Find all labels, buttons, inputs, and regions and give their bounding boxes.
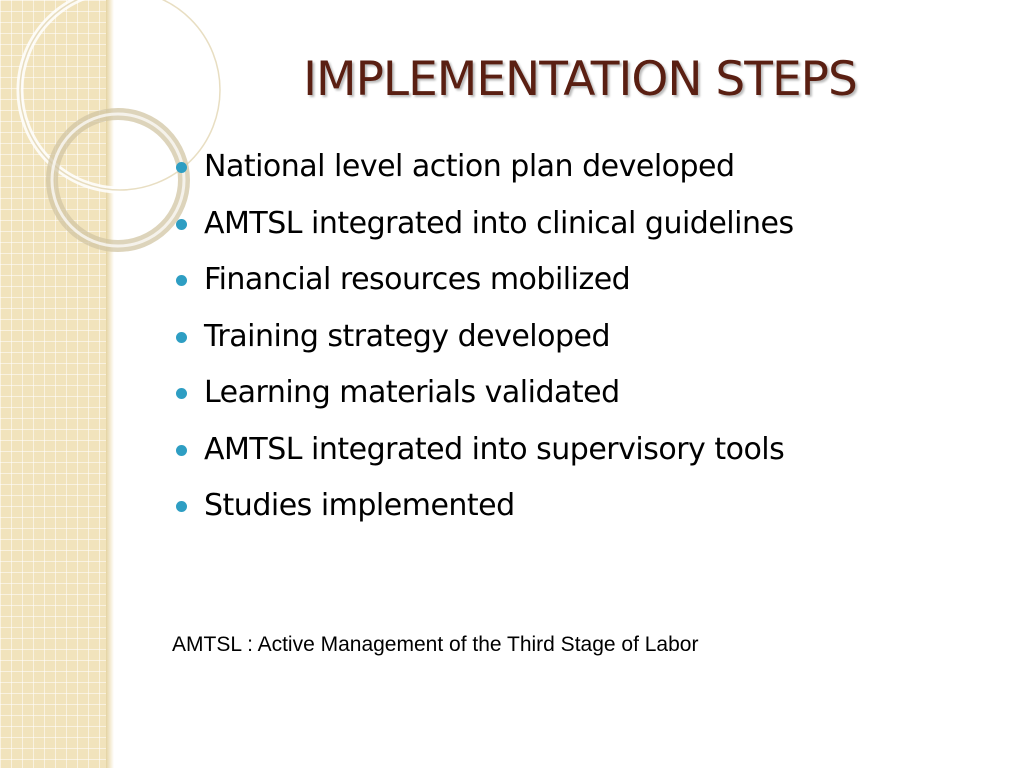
bullet-text: Learning materials validated — [204, 375, 620, 410]
slide-title: IMPLEMENTATION STEPS — [303, 52, 857, 107]
bullet-item — [174, 483, 794, 540]
bullet-dot-icon — [176, 445, 187, 456]
bullet-item — [174, 257, 794, 314]
bullet-item — [174, 144, 794, 201]
bullet-list — [174, 144, 794, 540]
bullet-text: National level action plan developed — [204, 149, 735, 184]
bullet-dot-icon — [176, 332, 187, 343]
decorative-circles — [0, 0, 130, 260]
abbreviation-footnote: AMTSL : Active Management of the Third Stage of Labor — [172, 633, 699, 656]
bullet-item — [174, 314, 794, 371]
bullet-dot-icon — [176, 275, 187, 286]
bullet-text: Financial resources mobilized — [204, 262, 631, 297]
bullet-item — [174, 427, 794, 484]
bullet-text: AMTSL integrated into clinical guidelines — [204, 205, 794, 241]
bullet-dot-icon — [176, 219, 187, 230]
bullet-dot-icon — [176, 162, 187, 173]
bullet-text: Studies implemented — [204, 488, 515, 523]
bullet-dot-icon — [176, 388, 187, 399]
bullet-item — [174, 370, 794, 427]
bullet-text: AMTSL integrated into supervisory tools — [204, 431, 785, 467]
bullet-dot-icon — [176, 501, 187, 512]
bullet-text: Training strategy developed — [204, 318, 611, 354]
bullet-item — [174, 201, 794, 258]
